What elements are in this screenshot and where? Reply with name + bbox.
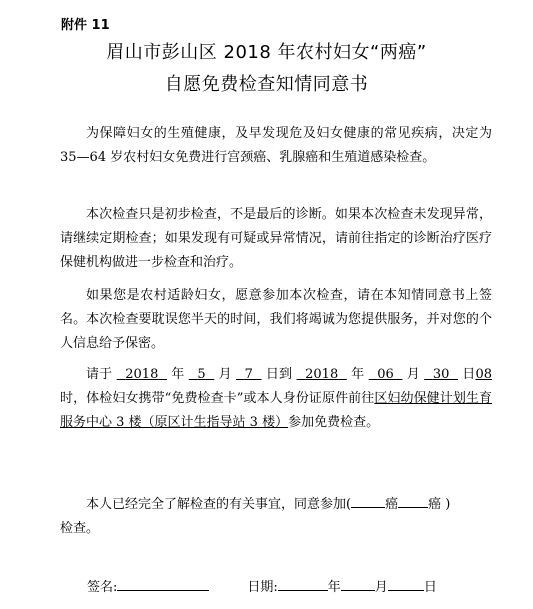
form-title-line-1: 眉山市彭山区 2018 年农村妇女“两癌” bbox=[106, 42, 427, 63]
sign-label: 签名: bbox=[87, 580, 118, 595]
cancer-word-2: 癌 bbox=[428, 497, 442, 512]
date-year-text: 年 bbox=[327, 580, 341, 595]
attend-text: 参加免费检查。 bbox=[288, 415, 380, 430]
cancer-type-blank-2[interactable] bbox=[398, 492, 428, 508]
cancer-word-1: 癌 bbox=[385, 497, 399, 512]
paragraph-purpose: 为保障妇女的生殖健康，及早发现危及妇女健康的常见疾病，决定为 35—64 岁农村妇女免费进行宫颈癌、乳腺癌和生殖道感染检查。 bbox=[60, 126, 492, 165]
paragraph-invitation: 如果您是农村适龄妇女，愿意参加本次检查，请在本知情同意书上签名。本次检查要耽误您半天的时间，我们将竭诚为您提供服务，并对您的个人信息给予保密。 bbox=[60, 288, 492, 351]
date-day-text: 日 bbox=[423, 580, 437, 595]
date-day-field[interactable] bbox=[388, 575, 424, 591]
start-day: 7 bbox=[244, 367, 253, 382]
signature-field[interactable] bbox=[117, 575, 209, 591]
form-title-line-2: 自愿免费检查知情同意书 bbox=[164, 74, 369, 95]
start-year: 2018 bbox=[125, 367, 159, 382]
paragraph-consent bbox=[60, 492, 492, 541]
date-month-field[interactable] bbox=[341, 575, 375, 591]
check-text: 检查。 bbox=[60, 521, 100, 536]
attachment-label: 附件 11 bbox=[61, 18, 110, 33]
instruction-text: 时，体检妇女携带“免费检查卡”或本人身份证原件前往 bbox=[60, 391, 375, 406]
year-text-2: 年 bbox=[351, 367, 365, 382]
paragraph-preliminary: 本次检查只是初步检查，不是最后的诊断。如果本次检查未发现异常，请继续定期检查；如果发现有可疑或异常情况，请前往指定的诊断治疗医疗保健机构做进一步检查和治疗。 bbox=[60, 207, 492, 270]
day-text: 日 bbox=[462, 367, 476, 382]
end-month: 06 bbox=[377, 367, 394, 382]
date-year-field[interactable] bbox=[278, 575, 328, 591]
end-year: 2018 bbox=[305, 367, 339, 382]
date-month-text: 月 bbox=[374, 580, 388, 595]
consent-text: 本人已经完全了解检查的有关事宜，同意参加( bbox=[86, 497, 352, 512]
paragraph-schedule bbox=[60, 363, 492, 435]
signature-row bbox=[87, 575, 507, 598]
start-hour: 08 bbox=[475, 367, 492, 382]
day-to-text: 日到 bbox=[265, 367, 293, 382]
year-text: 年 bbox=[171, 367, 185, 382]
cancer-type-blank-1[interactable] bbox=[351, 492, 385, 508]
date-label: 日期: bbox=[247, 580, 278, 595]
end-day: 30 bbox=[432, 367, 450, 382]
close-paren: ) bbox=[445, 497, 451, 512]
start-month: 5 bbox=[197, 367, 206, 382]
month-text: 月 bbox=[218, 367, 232, 382]
month-text-2: 月 bbox=[406, 367, 420, 382]
please-text: 请于 bbox=[86, 367, 113, 382]
location-text: 区妇幼保健计划生育服务中心 3 楼（原区计生指导站 3 楼） bbox=[60, 391, 492, 430]
